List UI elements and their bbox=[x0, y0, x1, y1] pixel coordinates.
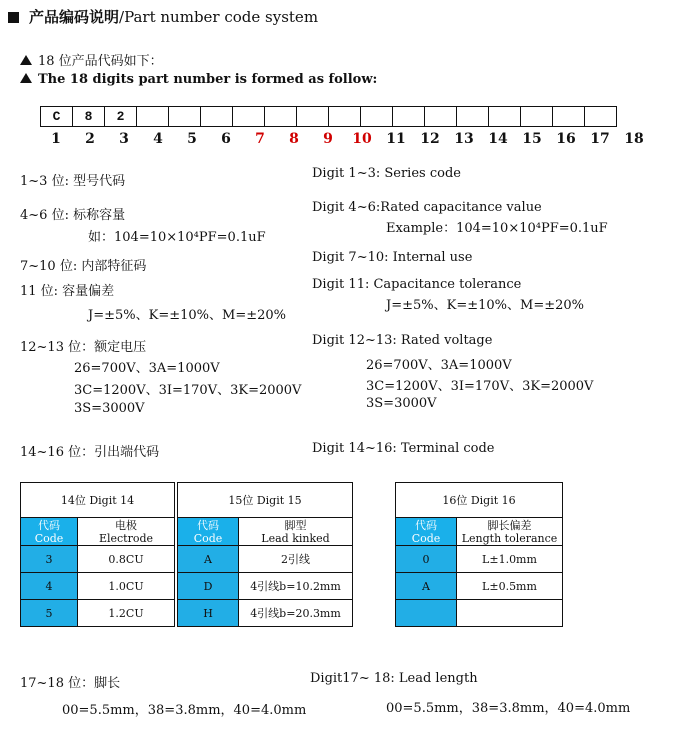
digit-box bbox=[328, 106, 361, 127]
digit-number: 10 bbox=[352, 131, 372, 147]
code-cell: 0 bbox=[396, 546, 457, 573]
code-cell: 5 bbox=[21, 600, 78, 627]
right-d1718: Digit17~ 18: Lead length bbox=[310, 671, 478, 686]
right-d46-example: Example：104=10×10⁴PF=0.1uF bbox=[386, 221, 608, 236]
right-d1213: Digit 12~13: Rated voltage bbox=[312, 333, 493, 348]
digit-number: 14 bbox=[488, 131, 508, 147]
code-cell: A bbox=[396, 573, 457, 600]
table-row bbox=[178, 600, 353, 627]
digit-number: 7 bbox=[255, 131, 265, 147]
desc-cell bbox=[457, 600, 563, 627]
intro-zh: 18 位产品代码如下： bbox=[20, 50, 163, 69]
digit15-table bbox=[177, 482, 353, 627]
digit-box bbox=[200, 106, 233, 127]
right-d11: Digit 11: Capacitance tolerance bbox=[312, 277, 522, 292]
table-header: 16位 Digit 16 bbox=[396, 483, 563, 518]
table-header: 15位 Digit 15 bbox=[178, 483, 353, 518]
left-d13: 1~3 位: 型号代码 bbox=[20, 174, 126, 189]
desc-cell: 2引线 bbox=[239, 546, 353, 573]
table-header: 14位 Digit 14 bbox=[21, 483, 175, 518]
col-code-header: 代码 Code bbox=[396, 518, 457, 546]
right-d710: Digit 7~10: Internal use bbox=[312, 250, 473, 265]
code-cell: H bbox=[178, 600, 239, 627]
right-d13: Digit 1~3: Series code bbox=[312, 166, 461, 181]
digit-box bbox=[424, 106, 457, 127]
code-cell: A bbox=[178, 546, 239, 573]
digit-box bbox=[360, 106, 393, 127]
digit-number: 12 bbox=[420, 131, 440, 147]
digit-box bbox=[392, 106, 425, 127]
digit-box bbox=[520, 106, 553, 127]
code-cell: 4 bbox=[21, 573, 78, 600]
digit-number: 5 bbox=[187, 131, 197, 147]
table-row bbox=[178, 546, 353, 573]
table-row bbox=[21, 546, 175, 573]
code-cell: 3 bbox=[21, 546, 78, 573]
desc-cell: 4引线b=10.2mm bbox=[239, 573, 353, 600]
digit-box bbox=[136, 106, 169, 127]
digit-box bbox=[264, 106, 297, 127]
digit-number: 17 bbox=[590, 131, 610, 147]
digit-number: 6 bbox=[221, 131, 231, 147]
col-desc-header: 脚长偏差 Length tolerance bbox=[457, 518, 563, 546]
right-d46: Digit 4~6:Rated capacitance value bbox=[312, 200, 542, 215]
title-en: /Part number code system bbox=[119, 8, 319, 26]
digit-number: 16 bbox=[556, 131, 576, 147]
digit-numbers bbox=[40, 131, 652, 147]
left-d46: 4~6 位: 标称容量 bbox=[20, 208, 126, 223]
col-desc-header: 电极 Electrode bbox=[78, 518, 175, 546]
left-d710: 7~10 位: 内部特征码 bbox=[20, 259, 147, 274]
digit-number: 3 bbox=[119, 131, 129, 147]
right-d1213-v1: 26=700V、3A=1000V bbox=[366, 358, 512, 373]
right-d1213-v3: 3S=3000V bbox=[366, 396, 437, 411]
desc-cell: 4引线b=20.3mm bbox=[239, 600, 353, 627]
triangle-bullet-icon bbox=[20, 55, 32, 65]
desc-cell: 1.0CU bbox=[78, 573, 175, 600]
left-d1718: 17~18 位：脚长 bbox=[20, 676, 121, 691]
table-row bbox=[396, 600, 563, 627]
digit-box bbox=[552, 106, 585, 127]
digit-number: 13 bbox=[454, 131, 474, 147]
digit-number: 8 bbox=[289, 131, 299, 147]
digit-box: 2 bbox=[104, 106, 137, 127]
table-row bbox=[21, 600, 175, 627]
digit-number: 2 bbox=[85, 131, 95, 147]
left-d11: 11 位: 容量偏差 bbox=[20, 284, 115, 299]
table-row bbox=[396, 573, 563, 600]
left-d1416: 14~16 位：引出端代码 bbox=[20, 445, 160, 460]
digit-number: 15 bbox=[522, 131, 542, 147]
table-row bbox=[21, 573, 175, 600]
intro-en: The 18 digits part number is formed as follow: bbox=[20, 72, 377, 87]
right-d1718-values: 00=5.5mm，38=3.8mm，40=4.0mm bbox=[386, 701, 631, 716]
digit-box bbox=[488, 106, 521, 127]
digit-box bbox=[168, 106, 201, 127]
left-d1213-v3: 3S=3000V bbox=[74, 401, 145, 416]
left-d1213-v2: 3C=1200V、3I=170V、3K=2000V bbox=[74, 383, 302, 398]
square-bullet-icon bbox=[8, 12, 19, 23]
page-title bbox=[8, 6, 318, 27]
digit-number: 1 bbox=[51, 131, 61, 147]
desc-cell: L±0.5mm bbox=[457, 573, 563, 600]
digit-boxes bbox=[40, 106, 616, 127]
digit-number: 18 bbox=[624, 131, 644, 147]
digit-box: C bbox=[40, 106, 73, 127]
digit-box bbox=[232, 106, 265, 127]
digit16-table bbox=[395, 482, 563, 627]
desc-cell: 0.8CU bbox=[78, 546, 175, 573]
col-code-header: 代码 Code bbox=[21, 518, 78, 546]
col-code-header: 代码 Code bbox=[178, 518, 239, 546]
left-d1213-v1: 26=700V、3A=1000V bbox=[74, 361, 220, 376]
desc-cell: L±1.0mm bbox=[457, 546, 563, 573]
digit-box bbox=[584, 106, 617, 127]
digit-box: 8 bbox=[72, 106, 105, 127]
right-d1416: Digit 14~16: Terminal code bbox=[312, 441, 495, 456]
left-d1718-values: 00=5.5mm，38=3.8mm，40=4.0mm bbox=[62, 703, 307, 718]
col-desc-header: 脚型 Lead kinked bbox=[239, 518, 353, 546]
code-cell bbox=[396, 600, 457, 627]
digit-box bbox=[296, 106, 329, 127]
right-d11-values: J=±5%、K=±10%、M=±20% bbox=[386, 298, 585, 313]
right-d1213-v2: 3C=1200V、3I=170V、3K=2000V bbox=[366, 379, 594, 394]
digit-box bbox=[456, 106, 489, 127]
digit-number: 11 bbox=[386, 131, 406, 147]
table-row bbox=[178, 573, 353, 600]
code-cell: D bbox=[178, 573, 239, 600]
triangle-bullet-icon bbox=[20, 73, 32, 83]
table-row bbox=[396, 546, 563, 573]
desc-cell: 1.2CU bbox=[78, 600, 175, 627]
digit-number: 9 bbox=[323, 131, 333, 147]
digit14-table bbox=[20, 482, 175, 627]
digit-number: 4 bbox=[153, 131, 163, 147]
left-d1213: 12~13 位：额定电压 bbox=[20, 340, 147, 355]
left-d46-example: 如：104=10×10⁴PF=0.1uF bbox=[88, 230, 266, 245]
left-d11-values: J=±5%、K=±10%、M=±20% bbox=[88, 308, 287, 323]
title-zh: 产品编码说明 bbox=[29, 8, 120, 26]
